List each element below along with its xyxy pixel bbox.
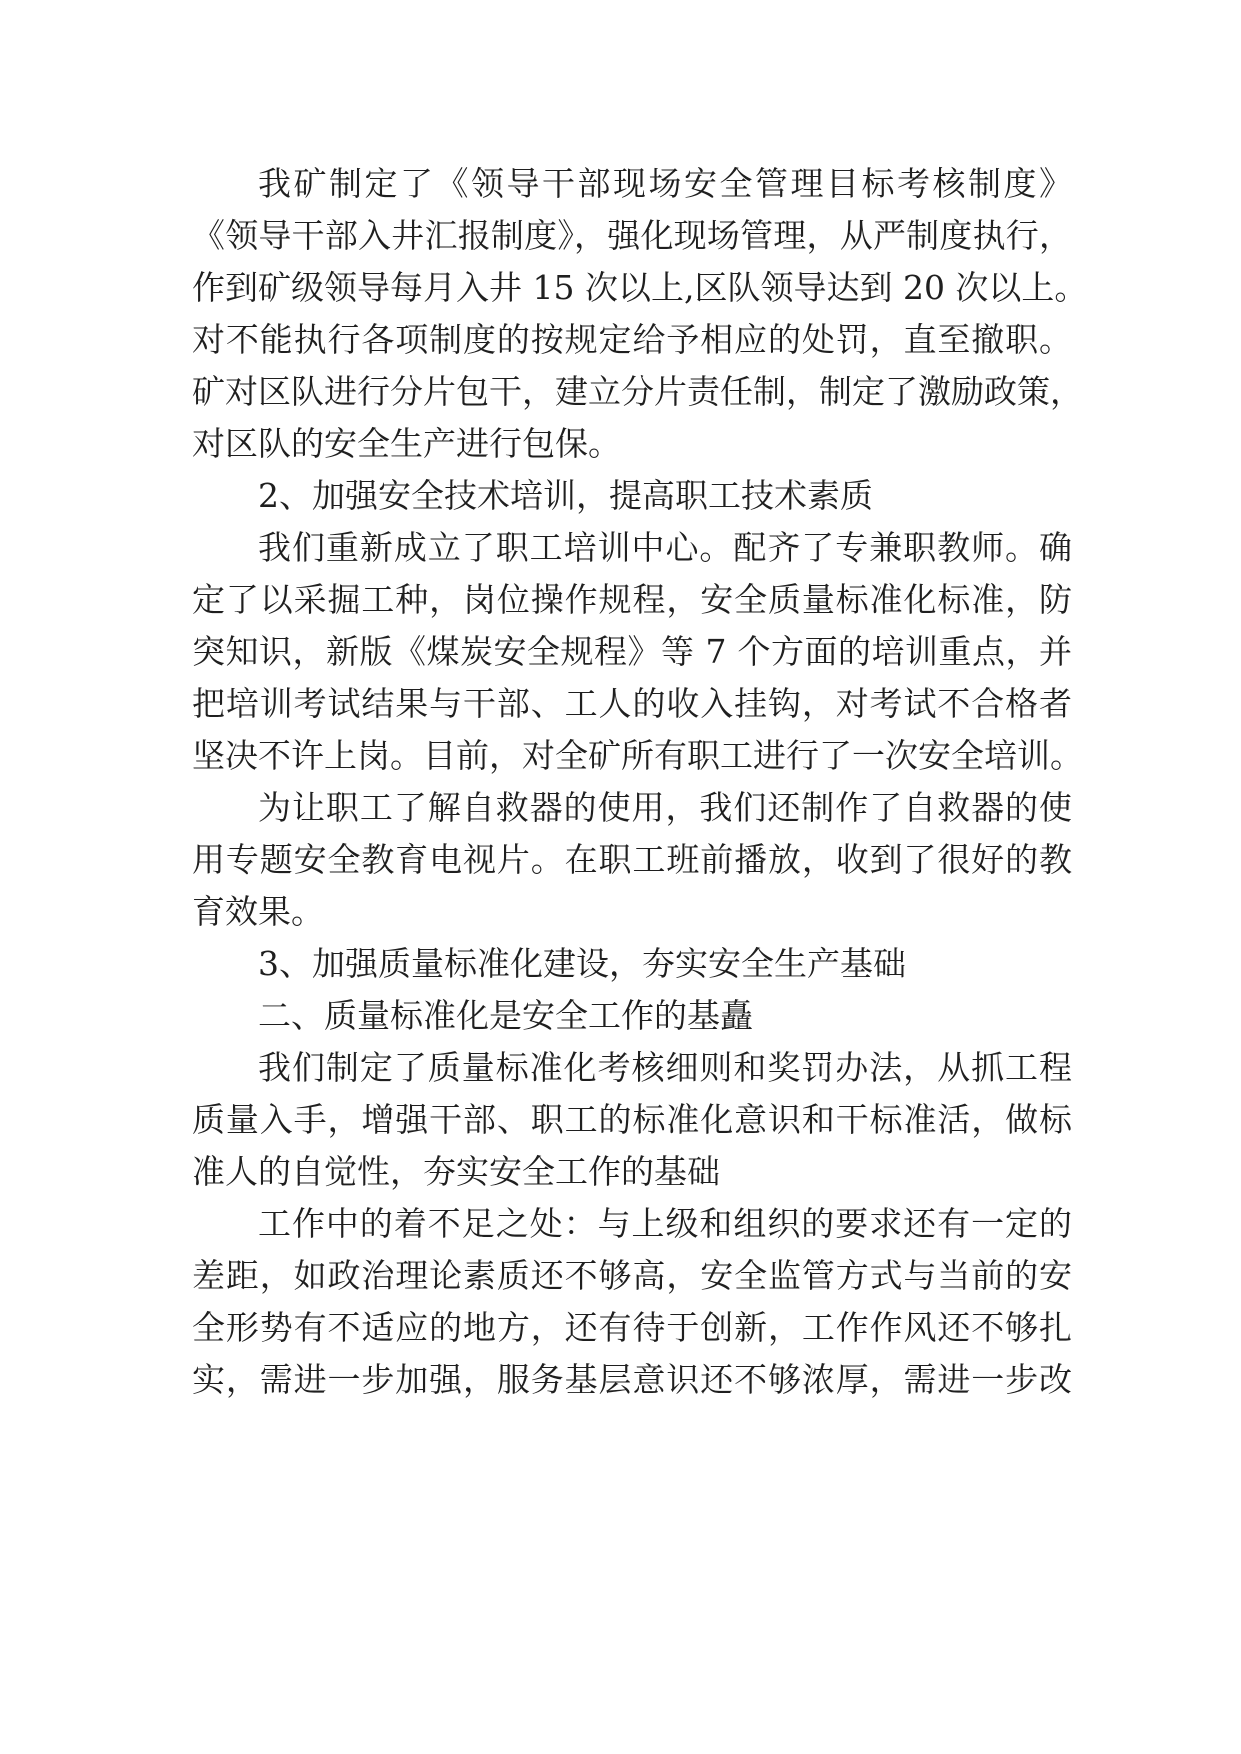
section-heading: 二、质量标准化是安全工作的基矗 [258,996,753,1035]
paragraph-line: 用专题安全教育电视片。在职工班前播放，收到了很好的教 [192,840,1072,879]
paragraph-line: 对不能执行各项制度的按规定给予相应的处罚，直至撤职。 [192,320,1072,359]
paragraph-line: 差距，如政治理论素质还不够高，安全监管方式与当前的安 [192,1256,1072,1295]
paragraph-line: 对区队的安全生产进行包保。 [192,424,621,463]
paragraph-line: 我矿制定了《领导干部现场安全管理目标考核制度》 [258,164,1072,203]
paragraph-line: 突知识，新版《煤炭安全规程》等 7 个方面的培训重点，并 [192,632,1072,671]
paragraph-line: 坚决不许上岗。目前，对全矿所有职工进行了一次安全培训。 [192,736,1083,775]
paragraph-line: 育效果。 [192,892,324,931]
section-heading: 3、加强质量标准化建设，夯实安全生产基础 [258,944,906,983]
paragraph-line: 我们重新成立了职工培训中心。配齐了专兼职教师。确 [258,528,1072,567]
paragraph-line: 《领导干部入井汇报制度》，强化现场管理，从严制度执行， [192,216,1072,255]
paragraph-line: 准人的自觉性，夯实安全工作的基础 [192,1152,720,1191]
paragraph-line: 把培训考试结果与干部、工人的收入挂钩，对考试不合格者 [192,684,1072,723]
paragraph-line: 为让职工了解自救器的使用，我们还制作了自救器的使 [258,788,1072,827]
paragraph-line: 定了以采掘工种，岗位操作规程，安全质量标准化标准，防 [192,580,1072,619]
paragraph-line: 实，需进一步加强，服务基层意识还不够浓厚，需进一步改 [192,1360,1072,1399]
paragraph-line: 全形势有不适应的地方，还有待于创新，工作作风还不够扎 [192,1308,1072,1347]
paragraph-line: 矿对区队进行分片包干，建立分片责任制，制定了激励政策， [192,372,1083,411]
paragraph-line: 我们制定了质量标准化考核细则和奖罚办法，从抓工程 [258,1048,1072,1087]
paragraph-line: 作到矿级领导每月入井 15 次以上,区队领导达到 20 次以上。 [192,268,1088,307]
paragraph-line: 工作中的着不足之处：与上级和组织的要求还有一定的 [258,1204,1072,1243]
paragraph-line: 质量入手，增强干部、职工的标准化意识和干标准活，做标 [192,1100,1072,1139]
section-heading: 2、加强安全技术培训，提高职工技术素质 [258,476,873,515]
